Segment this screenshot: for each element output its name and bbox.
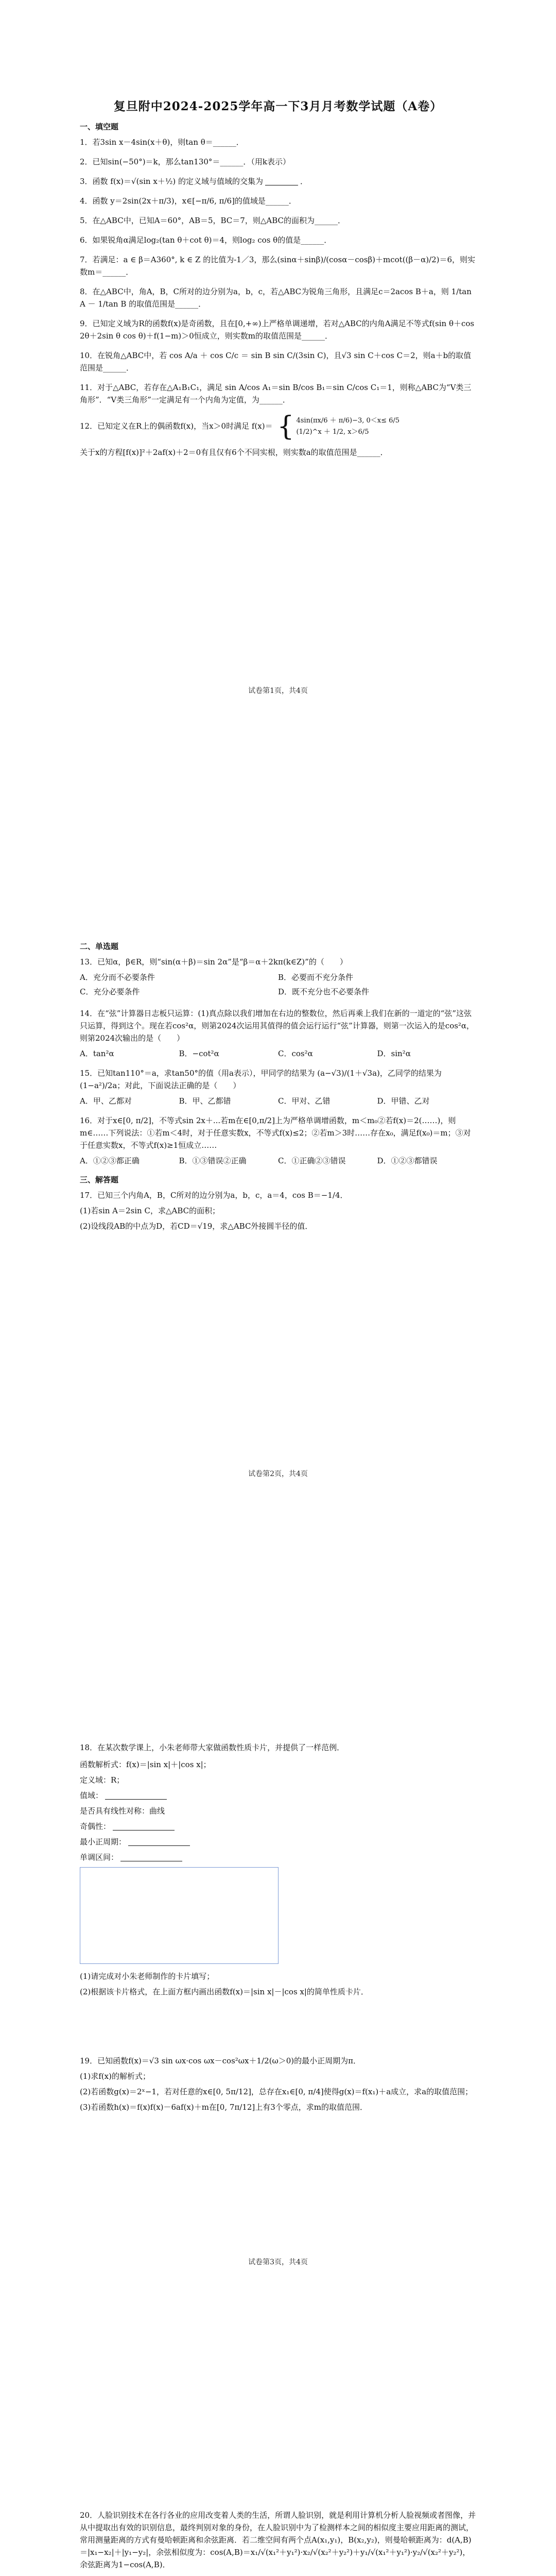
question-16: [80, 1114, 476, 1167]
question-13-options: [80, 971, 476, 1000]
question-1: 1．若3sin x－4sin(x＋θ)，则tan θ＝______．: [80, 138, 244, 147]
card-parity-label: 奇偶性：: [80, 1822, 111, 1831]
question-3: 3．函数 f(x)＝√(sin x＋½) 的定义域与值域的交集为 ．: [80, 177, 308, 186]
card-symmetry-label: 是否具有线性对称：: [80, 1806, 150, 1816]
question-19-text: 19．已知函数f(x)＝√3 sin ωx·cos ωx－cos²ωx＋1/2(ω＞0)的最小正周期为π．: [80, 2056, 361, 2065]
brace-symbol: {: [277, 411, 294, 442]
option-b[interactable]: B．−cot²α: [179, 1049, 219, 1058]
question-8: 8．在△ABC中，角A，B，C所对的边分别为a，b，c，若△ABC为锐角三角形，且满足c＝2acos B＋a，则 1/tan A － 1/tan B 的取值范围是______．: [80, 287, 472, 309]
question-17-text: 17．已知三个内角A，B，C所对的边分别为a，b，c，a＝4，cos B＝−1/4．: [80, 1191, 348, 1200]
question-17-part-2: (2)设线段AB的中点为D，若CD＝√19，求△ABC外接圆半径的值．: [80, 1222, 313, 1231]
question-12: [80, 413, 476, 459]
page-3: [0, 1566, 556, 2354]
question-15: [80, 1067, 476, 1107]
question-12-continued: 关于x的方程[f(x)]²＋2af(x)＋2＝0有且仅有6个不同实根，则实数a的取值范围是______．: [80, 448, 388, 457]
card-parity: [80, 1819, 476, 1834]
question-17-part-1: (1)若sin A＝2sin C，求△ABC的面积；: [80, 1206, 220, 1215]
option-b[interactable]: B．甲、乙都错: [179, 1096, 231, 1106]
question-4: 4．函数 y＝2sin(2x＋π/3)，x∈[−π/6, π/6]的值域是______．: [80, 196, 297, 206]
card-function: 函数解析式：f(x)＝|sin x|＋|cos x|；: [80, 1760, 211, 1769]
question-6: 6．如果锐角α满足log₂(tan θ＋cot θ)＝4，则log₂ cos θ的值是______．: [80, 235, 332, 245]
question-18-text: 18．在某次数学课上，小朱老师带大家做函数性质卡片，并提供了一样范例．: [80, 1743, 345, 1752]
question-11: 11．对于△ABC，若存在△A₁B₁C₁，满足 sin A/cos A₁＝sin B/cos B₁＝sin C/cos C₁＝1，则称△ABC为“V类三角形”．“V类三角形”一定满足有一个内角为定值，为______．: [80, 383, 472, 404]
option-d[interactable]: D．既不充分也不必要条件: [278, 987, 370, 996]
question-19-part-3: (3)若函数h(x)＝f(x)f(x)－6af(x)＋m在[0, 7π/12]上有3个零点，求m的取值范围．: [80, 2103, 368, 2112]
page-footer: 试卷第3页，共4页: [248, 2258, 308, 2266]
question-10: 10．在锐角△ABC中，若 cos A/a ＋ cos C/c ＝ sin B sin C/(3sin C)，且√3 sin C＋cos C＝2，则a＋b的取值范围是______．: [80, 351, 472, 372]
question-13: [80, 956, 476, 1000]
section-choice-heading: 二、单选题: [80, 942, 119, 951]
answer-blank[interactable]: [113, 1822, 175, 1831]
question-5: 5．在△ABC中，已知A＝60°，AB＝5，BC＝7，则△ABC的面积为______．: [80, 216, 345, 225]
option-b[interactable]: B．①③错误②正确: [179, 1156, 247, 1165]
option-c[interactable]: C．充分必要条件: [80, 987, 140, 996]
option-a[interactable]: A．甲、乙都对: [80, 1096, 132, 1106]
option-d[interactable]: D．sin²α: [377, 1049, 411, 1058]
question-16-text: 16．对于x∈[0, π/2]，不等式sin 2x＋...若m在∈[0,π/2]上为严格单调增函数，m＜m₀②若f(x)＝2(……)，则m∈……下列说法：①若m＜4时，对于任意实数x，不等式f(x)≤2；②若m＞3时……存在x₀，满足f(x₀)＝m；③对于任意实数x，不等式f(x)≥1恒成立……: [80, 1116, 471, 1150]
card-domain: [80, 1772, 476, 1788]
card-domain-value: R；: [111, 1775, 125, 1785]
page-footer: 试卷第2页，共4页: [248, 1470, 308, 1478]
option-c[interactable]: C．甲对、乙错: [278, 1096, 331, 1106]
section-fill-heading: 一、填空题: [80, 122, 119, 131]
question-16-options: [80, 1155, 476, 1167]
option-a[interactable]: A．tan²α: [80, 1049, 114, 1058]
question-14: [80, 1007, 476, 1060]
question-14-text: 14．在“弦”计算器日志板只运算：(1)真点除以我们增加在右边的整数位，然后再乘上我们在新的一道定的“弦”这弦只运算，得到这个。现在若cos²α，则第2024次运用其值得的值会运行运行“弦”计算器，则第一次运入的是cos²α，则第2024次输出的是（ ）: [80, 1009, 475, 1043]
question-15-options: [80, 1095, 476, 1107]
question-7: 7．若满足：a ∈ β＝A360°, k ∈ Z 的比值为-1／3，那么(sinα＋sinβ)/(cosα－cosβ)＋mcot((β－α)/2)＝6，则实数m＝______．: [80, 255, 476, 277]
card-range: [80, 1788, 476, 1803]
answer-blank[interactable]: [128, 1837, 190, 1846]
card-monotonic-label: 单调区间：: [80, 1853, 119, 1862]
option-a[interactable]: A．①②③都正确: [80, 1156, 140, 1165]
question-13-text: 13．已知α，β∈R，则“sin(α＋β)＝sin 2α”是“β＝α＋2kπ(k∈Z)”的（ ）: [80, 957, 348, 967]
graph-drawing-box[interactable]: [80, 1867, 279, 1964]
question-20-part-1: [80, 2574, 476, 2576]
question-18: [80, 1741, 476, 1998]
page-4: [0, 2354, 556, 2576]
option-b[interactable]: B．必要而不充分条件: [278, 973, 354, 982]
question-18-part-2: (2)根据该卡片格式，在上面方框内画出函数f(x)＝|sin x|－|cos x|的简单性质卡片．: [80, 1987, 369, 1996]
question-19-part-2: (2)若函数g(x)＝2ˣ−1，若对任意的x∈[0, 5π/12]，总存在x₁∈[0, π/4]使得g(x)＝f(x₁)＋a成立，求a的取值范围；: [80, 2087, 473, 2096]
option-a[interactable]: A．充分而不必要条件: [80, 973, 155, 982]
answer-blank[interactable]: [265, 177, 298, 185]
card-domain-label: 定义域：: [80, 1775, 111, 1785]
question-20-text: 20．人脸识别技术在各行各业的应用改变着人类的生活，所谓人脸识别，就是利用计算机分析人脸视频或者图像，并从中提取出有效的识别信息，最终判别对象的身份，在人脸识别中为了检测样本之间的相似度主要应用距离的测试，常用测量距离的方式有曼哈顿距离和余弦距离．若二维空间有两个点A(x₁,y₁)，B(x₂,y₂)，则曼哈顿距离为：d(A,B)＝|x₁−x₂|＋|y₁−y₂|，余弦相似度为：cos(A,B)＝x₁/√(x₁²＋y₁²)·x₂/√(x₂²＋y₂²)＋y₁/√(x₁²＋y₁²)·y₂/√(x₂²＋y₂²)，余弦距离为1−cos(A,B)．: [80, 2511, 476, 2569]
question-20: [80, 2509, 476, 2576]
question-9: 9．已知定义域为R的函数f(x)是奇函数，且在[0,+∞)上严格单调递增，若对△ABC的内角A满足不等式f(sin θ＋cos 2θ＋2sin θ cos θ)＋f(1−m)＞0恒成立，则实数m的取值范围是______．: [80, 319, 475, 341]
question-17: [80, 1189, 476, 1232]
page-1: [0, 0, 556, 783]
card-symmetry-value: 曲线: [149, 1806, 165, 1816]
question-19-part-1: (1)求f(x)的解析式；: [80, 2072, 150, 2081]
question-2: 2．已知sin(−50°)＝k，那么tan130°＝______．（用k表示）: [80, 157, 291, 166]
card-range-label: 值域：: [80, 1791, 103, 1800]
question-12-text: 12．已知定义在R上的偶函数f(x)，当x＞0时满足 f(x)＝: [80, 421, 273, 431]
exam-title: 复旦附中2024-2025学年高一下3月月考数学试题（A卷）: [113, 99, 443, 113]
piecewise-row-1: 4sin(πx/6 ＋ π/6)−3, 0＜x≤ 6/5: [296, 417, 400, 425]
page-2: [0, 783, 556, 1566]
section-answer-heading: 三、解答题: [80, 1175, 119, 1184]
question-19: [80, 2055, 476, 2113]
answer-blank[interactable]: [120, 1853, 182, 1861]
answer-blank[interactable]: [105, 1791, 167, 1800]
card-symmetry: [80, 1803, 476, 1819]
option-c[interactable]: C．①正确②③错误: [278, 1156, 346, 1165]
piecewise-row-2: (1/2)^x ＋ 1/2, x＞6/5: [296, 428, 369, 436]
option-d[interactable]: D．甲错、乙对: [377, 1096, 430, 1106]
card-monotonic: [80, 1850, 476, 1865]
card-period: [80, 1834, 476, 1850]
card-period-label: 最小正周期：: [80, 1837, 127, 1846]
page-footer: 试卷第1页，共4页: [248, 687, 308, 695]
question-15-text: 15．已知tan110°＝a，求tan50°的值（用a表示），甲同学的结果为 (a−√3)/(1＋√3a)，乙同学的结果为 (1−a²)/2a；对此，下面说法正确的是（ ）: [80, 1069, 442, 1090]
option-d[interactable]: D．①②③都错误: [377, 1156, 438, 1165]
piecewise-function: [277, 413, 399, 440]
question-18-part-1: (1)请完成对小朱老师制作的卡片填写；: [80, 1972, 215, 1981]
question-14-options: [80, 1047, 476, 1060]
option-c[interactable]: C．cos²α: [278, 1049, 313, 1058]
question-3-text: 3．函数 f(x)＝√(sin x＋½) 的定义域与值域的交集为: [80, 177, 263, 186]
